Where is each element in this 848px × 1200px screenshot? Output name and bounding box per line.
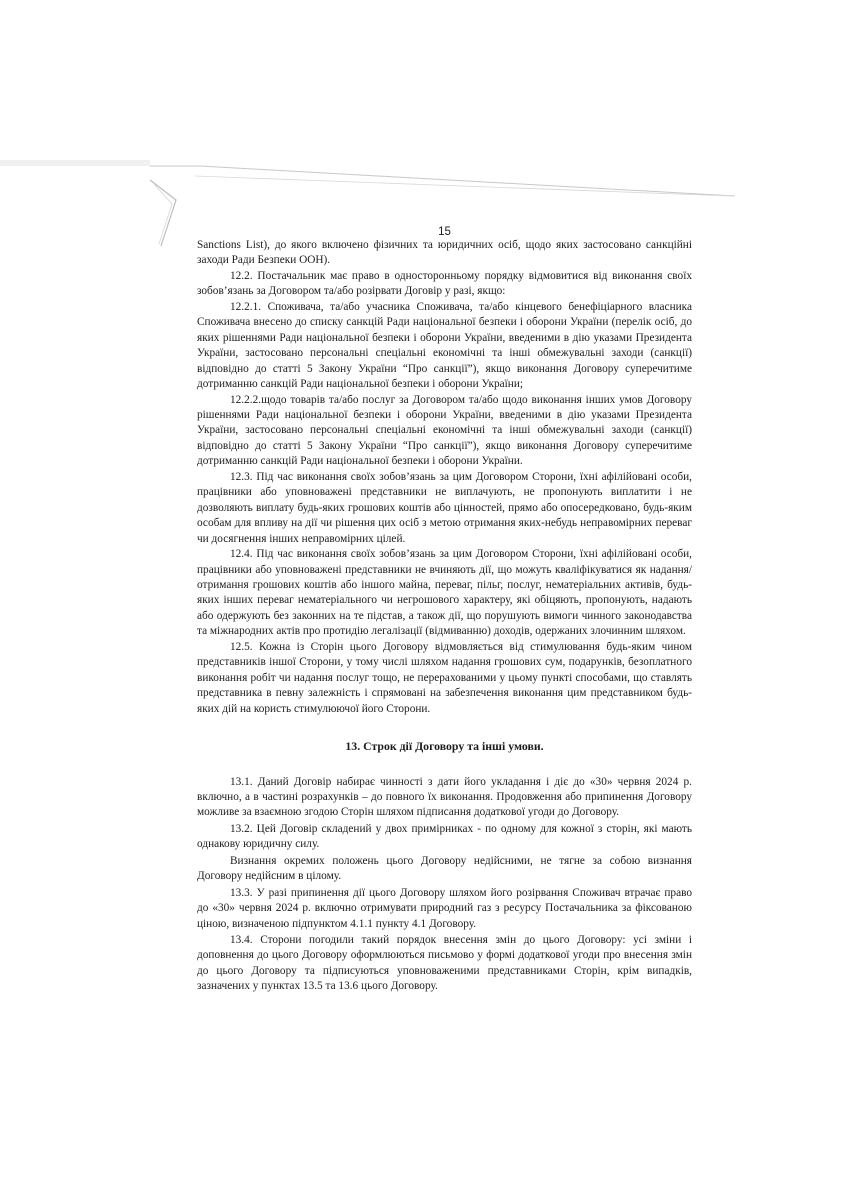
paragraph-13-3: 13.3. У разі припинення дії цього Договору шляхом його розірвання Споживач втрачає право до «30» червня 2024 р. включно отримувати природний газ з ресурсу Постачальника за фіксованою ціною, визначеною підпунктом 4.1.1 пункту 4.1 Договору. [197, 886, 692, 930]
page-number: 15 [438, 226, 451, 238]
paragraph-sanctions-list: Sanctions List), до якого включено фізичних та юридичних осіб, щодо яких застосовано санкційні заходи Ради Безпеки ООН). [197, 239, 692, 267]
document-page [197, 226, 692, 995]
paragraph-invalidity: Визнання окремих положень цього Договору недійсними, не тягне за собою визнання Договору недійсним в цілому. [197, 854, 692, 883]
paragraph-13-2: 13.2. Цей Договір складений у двох примірниках - по одному для кожної з сторін, які мають однакову юридичну силу. [197, 822, 692, 851]
paragraph-12-2: 12.2. Постачальник має право в односторонньому порядку відмовитися від виконання своїх зобов’язань за Договором та/або розірвати Договір у разі, якщо: [197, 269, 692, 298]
paragraph-12-2-2: 12.2.2.щодо товарів та/або послуг за Договором та/або щодо виконання інших умов Договору рішеннями Ради національної безпеки і оборони України, введеними в дію указами Президента України, застосовано персональні спеціальні економічні та інші обмежувальні заходи (санкції) відповідно до статті 5 Закону України “Про санкції”), якщо виконання Договору суперечитиме дотриманню санкцій Ради національної безпеки і оборони України. [197, 393, 692, 468]
paragraph-12-5: 12.5. Кожна із Сторін цього Договору відмовляється від стимулювання будь-яким чином представників іншої Сторони, у тому числі шляхом надання грошових сум, подарунків, безоплатного виконання робіт чи надання послуг тощо, не перерахованими у цьому пункті способами, що ставлять представника в певну залежність і спрямовані на забезпечення виконання цим представником будь-яких дій на користь стимулюючої його Сторони. [197, 640, 692, 715]
section-heading-13: 13. Строк дії Договору та інші умови. [345, 739, 544, 754]
paragraph-12-3: 12.3. Під час виконання своїх зобов’язань за цим Договором Сторони, їхні афілійовані особи, працівники або уповноважені представники не виплачують, не пропонують виплатити і не дозволяють виплату будь-яких грошових коштів або цінностей, прямо або опосередковано, будь-яким особам для впливу на дії чи рішення цих осіб з метою отримання яких-небудь неправомірних переваг чи досягнення інших неправомірних цілей. [197, 470, 692, 545]
paragraph-13-4: 13.4. Сторони погодили такий порядок внесення змін до цього Договору: усі зміни і доповнення до цього Договору оформлюються письмово у формі додаткової угоди про внесення змін до цього Договору та підписуються уповноваженими представниками Сторін, крім випадків, зазначених у пунктах 13.5 та 13.6 цього Договору. [197, 934, 692, 993]
paragraph-12-2-1: 12.2.1. Споживача, та/або учасника Споживача, та/або кінцевого бенефіціарного власника Споживача внесено до списку санкцій Ради національної безпеки і оборони України (перелік осіб, до яких рішеннями Ради національної безпеки і оборони України, введеними в дію указами Президента України, застосовано персональні спеціальні економічні та інші обмежувальні заходи (санкції) відповідно до статті 5 Закону України “Про санкції”), якщо виконання Договору суперечитиме дотриманню санкцій Ради національної безпеки і оборони України; [197, 300, 692, 391]
paragraph-13-1: 13.1. Даний Договір набирає чинності з дати його укладання і діє до «30» червня 2024 р. включно, а в частині розрахунків – до повного їх виконання. Продовження або припинення Договору можливе за взаємною згодою Сторін шляхом підписання додаткової угоди до Договору. [197, 775, 692, 819]
paragraph-12-4: 12.4. Під час виконання своїх зобов’язань за цим Договором Сторони, їхні афілійовані особи, працівники або уповноважені представники не вчиняють дії, що можуть кваліфікуватися як надання/отримання грошових коштів або іншого майна, переваг, пільг, послуг, нематеріальних активів, будь-яких інших переваг нематеріального чи негрошового характеру, які обіцяють, пропонують, надають або одержують без законних на те підстав, а також дії, що порушують вимоги чинного законодавства та міжнародних актів про протидію легалізації (відмиванню) доходів, одержаних злочинним шляхом. [197, 548, 692, 638]
